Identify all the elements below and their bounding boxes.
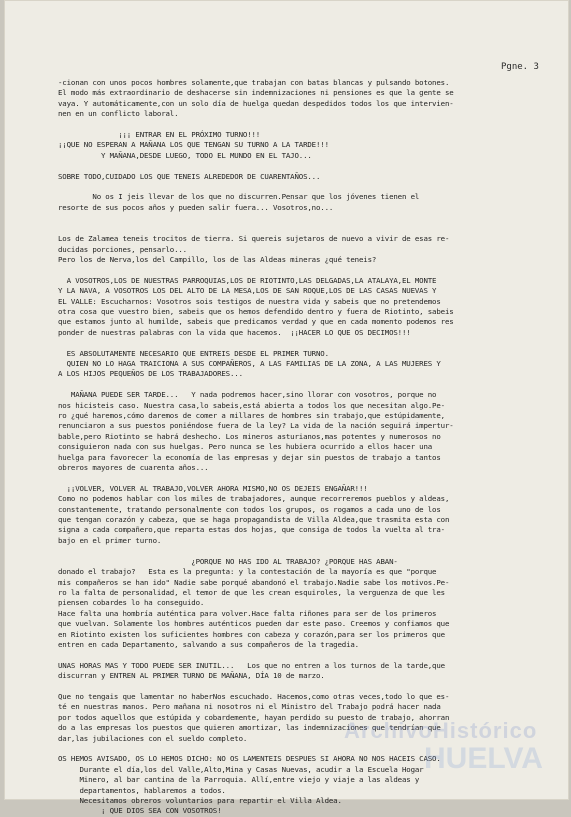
text-line — [58, 546, 545, 556]
text-line: ¿PORQUE NO HAS IDO AL TRABAJO? ¿PORQUE HAS ABAN- — [58, 556, 398, 566]
text-line: discurran y ENTREN AL PRIMER TURNO DE MAÑANA, DÍA 10 de marzo. — [58, 671, 325, 681]
text-line: UNAS HORAS MAS Y TODO PUEDE SER INUTIL... Los que no entren a los turnos de la tarde,que — [58, 660, 445, 670]
text-line: que vuelvan. Solamente los hombres auténticos pueden dar este paso. Creemos y confiamos que — [58, 619, 450, 629]
text-line: mis compañeros se han ido" Nadie sabe porqué abandonó el trabajo.Nadie sabe los motivos.Pe- — [58, 577, 450, 587]
text-line: do a las empresas los puestos que quieren amortizar, las indemnizaciones que tendrían que — [58, 723, 441, 733]
text-line: ¡¡¡ ENTRAR EN EL PRÓXIMO TURNO!!! — [58, 130, 261, 140]
text-line: Necesitamos obreros voluntarios para repartir el Villa Aldea. — [58, 796, 342, 806]
text-line: ES ABSOLUTAMENTE NECESARIO QUE ENTREIS DESDE EL PRIMER TURNO. — [58, 348, 329, 358]
text-line: que tengan corazón y cabeza, que se haga propagandista de Villa Aldea,que trasmita esta con — [58, 515, 450, 525]
text-line: ¡ QUE DIOS SEA CON VOSOTROS! — [58, 806, 222, 816]
text-line: ro ¿qué haremos,cómo daremos de comer a millares de hombres sin trabajo,que estúpidamente, — [58, 411, 445, 420]
text-line — [58, 473, 545, 483]
text-line — [58, 265, 545, 275]
text-line: SOBRE TODO,CUIDADO LOS QUE TENEIS ALREDEDOR DE CUARENTAÑOS... — [58, 171, 321, 181]
text-line: Los de Zalamea teneis trocitos de tierra. Si quereis sujetaros de nuevo a vivir de esas re- — [58, 234, 450, 244]
text-line: bajo en el primer turno. — [58, 535, 162, 545]
text-line: ro la falta de personalidad, el temor de que les crean esquiroles, la verguenza de que les — [58, 587, 445, 597]
document-body — [58, 78, 545, 817]
text-line: entren en cada Departamento, salvando a sus compañeros de la tragedia. — [58, 639, 359, 649]
text-line: huelga para favorecer la economía de las empresas y dejar sin puestos de trabajo a tantos — [58, 452, 441, 462]
text-line: A VOSOTROS,LOS DE NUESTRAS PARROQUIAS,LOS DE RIOTINTO,LAS DELGADAS,LA ATALAYA,EL MONTE — [58, 275, 437, 285]
text-line — [58, 224, 545, 234]
text-line: constantemente, tratando personalmente con todos los grupos, os rogamos a cada uno de los — [58, 504, 441, 514]
page-number: Pgne. 3 — [501, 62, 539, 72]
text-line — [58, 120, 545, 130]
text-line: por todos aquellos que estúpida y cobardemente, hayan perdido su puesto de trabajo, ahorran — [58, 712, 450, 722]
text-line: renunciaron a sus puestos poniéndose fuera de la ley? La vida de la nación seguirá impertur- — [58, 421, 454, 431]
text-line — [58, 650, 545, 660]
archive-watermark-huelva: HUELVA — [424, 742, 543, 775]
text-line — [58, 182, 545, 192]
text-line: El modo más extraordinario de deshacerse sin indemnizaciones ni pensiones es que la gente se — [58, 88, 454, 98]
text-line: Que no tengais que lamentar no haberNos escuchado. Hacemos,como otras veces,todo lo que es- — [58, 691, 450, 701]
text-line: EL VALLE: Escucharnos: Vosotros sois testigos de nuestra vida y sabeis que no pretendemos — [58, 296, 441, 306]
text-line: otra cosa que vuestro bien, sabeis que os hemos defendido dentro y fuera de Riotinto, sabeis — [58, 306, 454, 316]
text-line: signa a cada compañero,que reparta estas dos hojas, que consiga de todos la vuelta al tra- — [58, 525, 445, 535]
text-line: bable,pero Riotinto se habrá deshecho. Los mineros asturianos,mas potentes y numerosos no — [58, 431, 441, 441]
text-line: OS HEMOS AVISADO, OS LO HEMOS DICHO: NO OS LAMENTEIS DESPUES SI AHORA NO NOS HACEIS CASO. — [58, 754, 441, 764]
text-line: ¡¡QUE NO ESPERAN A MAÑANA LOS QUE TENGAN SU TURNO A LA TARDE!!! — [58, 140, 329, 150]
text-line: nos hicisteis caso. Nuestra casa,lo sabeis,está abierta a todos los que necesitan algo.Pe- — [58, 400, 445, 410]
text-line — [58, 161, 545, 171]
text-line: A LOS HIJOS PEQUEÑOS DE LOS TRABAJADORES... — [58, 369, 243, 379]
text-line: consiguieron nada con sus huelgas. Pero nunca se les hubiera ocurrido a ellos hacer una — [58, 442, 433, 452]
text-line: ponder de nuestras palabras con la vida que hacemos. ¡¡HACER LO QUE OS DECIMOS!!! — [58, 327, 411, 337]
text-line: Y LA NAVA, A VOSOTROS LOS DEL ALTO DE LA MESA,LOS DE SAN ROQUE,LOS DE LAS CASAS NUEVAS Y — [58, 286, 437, 296]
archive-watermark: ArchivoHistórico — [344, 718, 538, 743]
text-line: -cionan con unos pocos hombres solamente,que trabajan con batas blancas y pulsando botones. — [58, 78, 450, 87]
text-line: dar,las jubilaciones con el sueldo completo. — [58, 733, 248, 743]
text-line: Pero los de Nerva,los del Campillo, los de las Aldeas mineras ¿qué teneis? — [58, 254, 377, 264]
text-line: QUIEN NO LO HAGA TRAICIONA A SUS COMPAÑEROS, A LAS FAMILIAS DE LA ZONA, A LAS MUJERES Y — [58, 358, 441, 368]
text-line: resorte de sus pocos años y pueden salir fuera... Vosotros,no... — [58, 202, 334, 212]
text-line: Y MAÑANA,DESDE LUEGO, TODO EL MUNDO EN EL TAJO... — [58, 150, 312, 160]
text-line: Como no podemos hablar con los miles de trabajadores, aunque recorreremos pueblos y aldeas, — [58, 494, 450, 504]
text-line: Durante el día,los del Valle,Alto,Mina y Casas Nuevas, acudir a la Escuela Hogar — [58, 764, 424, 774]
document-page — [4, 0, 569, 816]
text-line: No os I jeis llevar de los que no discurren.Pensar que los jóvenes tienen el — [58, 192, 420, 202]
text-line: piensen cobardes lo ha conseguido. — [58, 598, 205, 608]
text-line: té en nuestras manos. Pero mañana ni nosotros ni el Ministro del Trabajo podrá hacer nada — [58, 702, 441, 712]
text-line: nen en un conflicto laboral. — [58, 109, 179, 119]
text-line: que estamos junto al humilde, sabeis que predicamos verdad y que en cada momento podemos res — [58, 317, 454, 327]
text-line — [58, 213, 545, 223]
text-line — [58, 380, 545, 390]
text-line: Hace falta una hombría auténtica para volver.Hace falta riñones para ser de los primeros — [58, 608, 437, 618]
text-line — [58, 682, 545, 692]
text-line: obreros mayores de cuarenta años... — [58, 463, 209, 473]
text-line: en Riotinto existen los suficientes hombres con cabeza y corazón,para ser los primeros que — [58, 629, 445, 639]
text-line: ducidas porciones, pensarlo... — [58, 244, 187, 254]
text-line: departamentos, hablaremos a todos. — [58, 785, 226, 795]
text-line: ¡¡VOLVER, VOLVER AL TRABAJO,VOLVER AHORA MISMO,NO OS DEJEIS ENGAÑAR!!! — [58, 483, 368, 493]
text-line — [58, 338, 545, 348]
text-line: donado el trabajo? Esta es la pregunta: y la contestación de la mayoría es que "porque — [58, 567, 437, 577]
text-line: MAÑANA PUEDE SER TARDE... Y nada podremos hacer,sino llorar con vosotros, porque no — [58, 390, 437, 400]
text-line: Minero, al bar cantina de la Parroquia. Allí,entre viejo y viaje a las aldeas y — [58, 775, 420, 785]
text-line: vaya. Y automáticamente,con un solo día de huelga quedan despedidos todos los que intervien- — [58, 98, 454, 108]
